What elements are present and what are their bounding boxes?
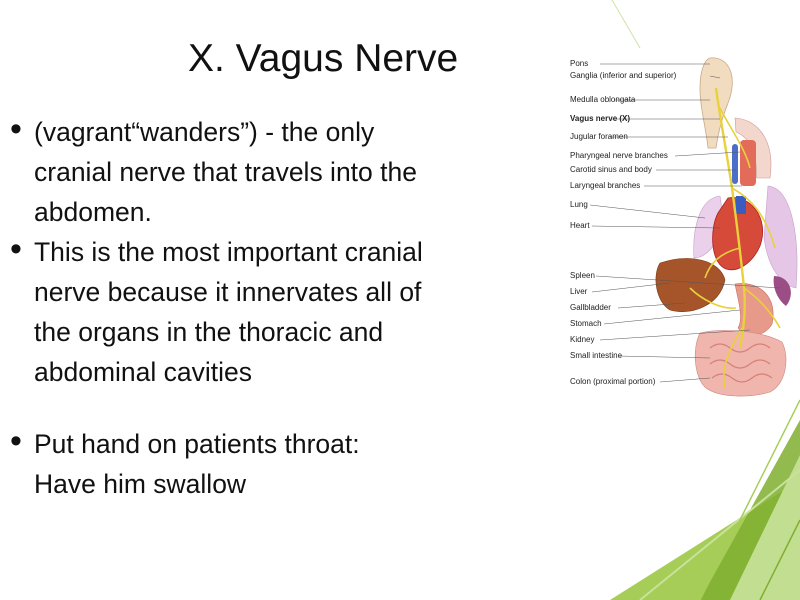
slide-title: X. Vagus Nerve (188, 37, 459, 80)
diagram-label: Colon (proximal portion) (570, 377, 656, 386)
diagram-label: Stomach (570, 319, 602, 328)
bullet-dot-icon: • (10, 230, 22, 268)
bullet-line: cranial nerve that travels into the (34, 157, 417, 187)
bullet-line: This is the most important cranial (34, 237, 423, 267)
diagram-label: Spleen (570, 271, 595, 280)
diagram-label: Kidney (570, 335, 595, 344)
bullet-line: nerve because it innervates all of (34, 277, 422, 307)
diagram-label: Heart (570, 221, 590, 230)
bullet-line: Have him swallow (34, 469, 247, 499)
bullet-line: abdominal cavities (34, 357, 253, 387)
diagram-label: Laryngeal branches (570, 181, 641, 190)
diagram-label: Ganglia (inferior and superior) (570, 71, 677, 80)
bullet-item (10, 112, 530, 232)
bullet-line: (vagrant“wanders”) - the only (34, 117, 375, 147)
diagram-label: Liver (570, 287, 588, 296)
diagram-label: Gallbladder (570, 303, 611, 312)
diagram-label: Lung (570, 200, 588, 209)
bullet-item (10, 424, 530, 504)
bullet-dot-icon: • (10, 110, 22, 148)
bullet-line: the organs in the thoracic and (34, 317, 384, 347)
diagram-label: Jugular foramen (570, 132, 628, 141)
bullet-dot-icon: • (10, 422, 22, 460)
diagram-label: Carotid sinus and body (570, 165, 652, 174)
diagram-label: Small intestine (570, 351, 623, 360)
diagram-label: Medulla oblongata (570, 95, 636, 104)
bullet-list (10, 112, 530, 504)
bullet-line: Put hand on patients throat: (34, 429, 360, 459)
diagram-label: Vagus nerve (X) (570, 114, 631, 123)
vagus-nerve-diagram (560, 48, 800, 400)
bullet-item (10, 232, 530, 392)
bullet-line: abdomen. (34, 197, 152, 227)
diagram-label: Pons (570, 59, 589, 68)
diagram-label: Pharyngeal nerve branches (570, 151, 668, 160)
